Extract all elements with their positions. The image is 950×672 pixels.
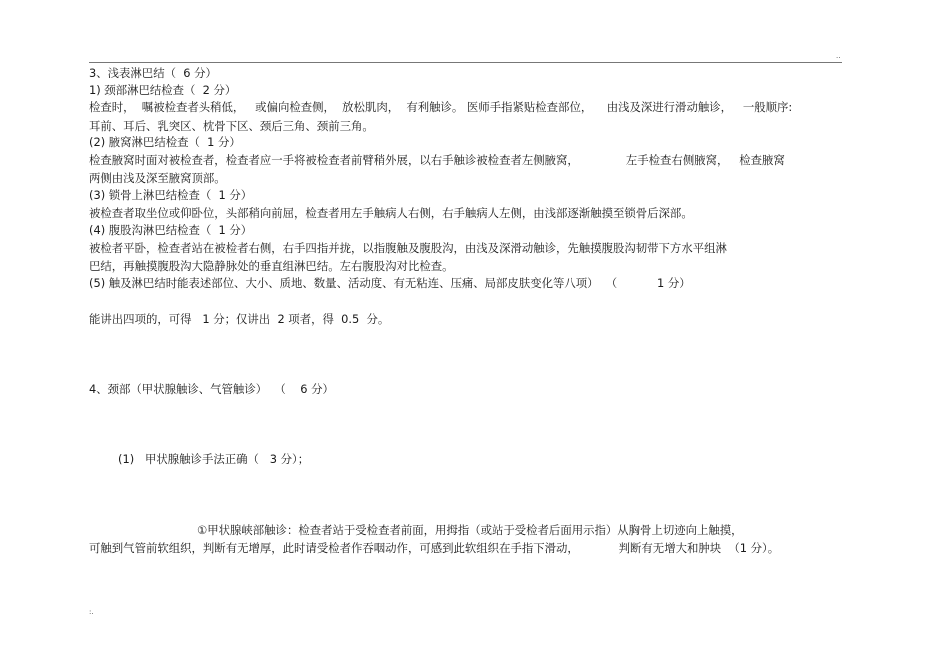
isthmus-palpation-text-2: 可触到气管前软组织，判断有无增厚，此时请受检者作吞咽动作，可感到此软组织在手指下滑动， 判断有无增大和肿块 （1 分）。 <box>89 541 780 555</box>
inguinal-lymph-text-1: 被检者平卧，检查者站在被检者右侧，右手四指并拢，以指腹触及腹股沟，由浅及深滑动触诊，先触摸腹股沟韧带下方水平组淋 <box>89 241 727 255</box>
scoring-note: 能讲出四项的，可得 1 分；仅讲出 2 项者，得 0.5 分。 <box>89 312 390 326</box>
supraclavicular-text: 被检查者取坐位或仰卧位，头部稍向前屈，检查者用左手触病人右侧，右手触病人左侧，由浅部逐渐触摸至锁骨后深部。 <box>89 206 693 220</box>
neck-lymph-text-2: 耳前、耳后、乳突区、枕骨下区、颈后三角、颈前三角。 <box>89 119 374 133</box>
isthmus-palpation-text-1: ①甲状腺峡部触诊：检查者站于受检查者前面，用拇指（或站于受检者后面用示指）从胸骨上切迹向上触摸， <box>197 523 743 537</box>
footer-mark: :. <box>89 608 94 616</box>
axillary-lymph-text-1: 检查腋窝时面对被检查者，检查者应一手将被检查者前臂稍外展，以右手触诊被检查者左侧腋窝， 左手检查右侧腋窝， 检查腋窝 <box>89 153 785 167</box>
supraclavicular-heading: (3) 锁骨上淋巴结检查（ 1 分） <box>89 188 253 202</box>
neck-lymph-text-1: 检查时， 嘱被检查者头稍低， 或偏向检查侧， 放松肌肉， 有利触诊。 医师手指紧贴检查部位， 由浅及深进行滑动触诊， 一般顺序: <box>89 100 793 114</box>
thyroid-palpation-item: (1) 甲状腺触诊手法正确（ 3 分）； <box>118 452 310 466</box>
section-3-heading: 3、浅表淋巴结（ 6 分） <box>89 66 217 80</box>
neck-lymph-heading: 1) 颈部淋巴结检查（ 2 分） <box>89 83 237 97</box>
header-mark: .. <box>836 52 841 60</box>
axillary-lymph-heading: (2) 腋窝淋巴结检查（ 1 分） <box>89 135 241 149</box>
axillary-lymph-text-2: 两侧由浅及深至腋窝顶部。 <box>89 171 226 185</box>
section-4-heading: 4、颈部（甲状腺触诊、气管触诊） （ 6 分） <box>89 382 334 396</box>
inguinal-lymph-heading: (4) 腹股沟淋巴结检查（ 1 分） <box>89 223 253 237</box>
lymph-description-item: (5) 触及淋巴结时能表述部位、大小、质地、数量、活动度、有无粘连、压痛、局部皮肤变化等八项） （ 1 分） <box>89 276 691 290</box>
inguinal-lymph-text-2: 巴结，再触摸腹股沟大隐静脉处的垂直组淋巴结。左右腹股沟对比检查。 <box>89 259 454 273</box>
header-rule <box>89 62 842 63</box>
